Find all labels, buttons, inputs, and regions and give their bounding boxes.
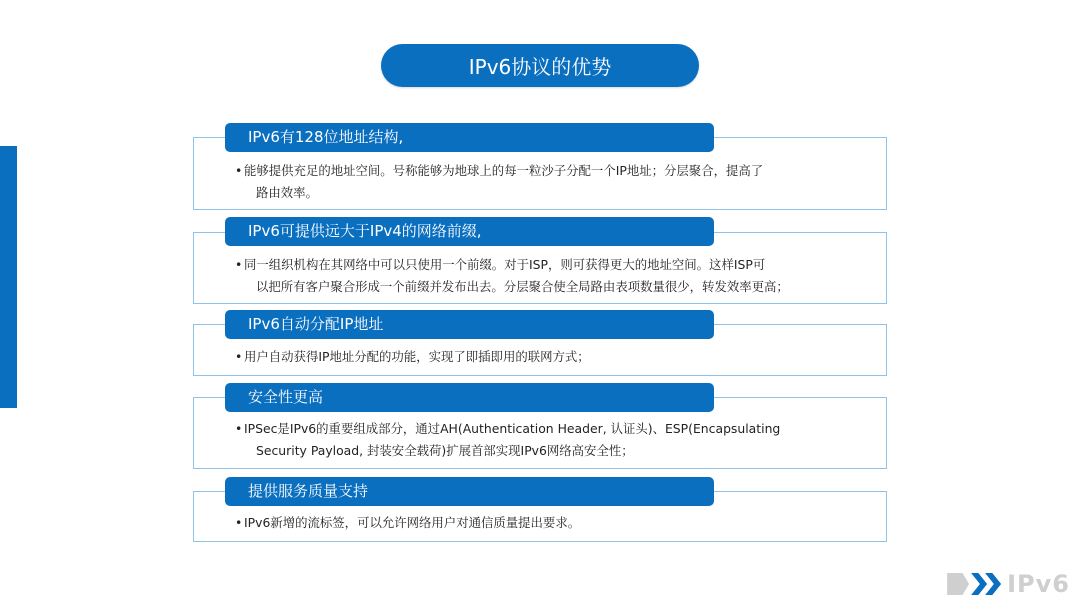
- slide-title-text: IPv6协议的优势: [468, 55, 612, 79]
- ipv6-logo: [947, 570, 1070, 598]
- card-line: 能够提供充足的地址空间。号称能够为地球上的每一粒沙子分配一个IP地址；分层聚合，提高了: [244, 163, 764, 178]
- card-line: IPSec是IPv6的重要组成部分，通过AH(Authentication Header, 认证头)、ESP(Encapsulating: [244, 421, 781, 436]
- card-heading: 安全性更高: [225, 383, 714, 412]
- card-line: 以把所有客户聚合形成一个前缀并发布出去。分层聚合使全局路由表项数量很少，转发效率更高；: [256, 279, 789, 294]
- card-body: [235, 254, 844, 298]
- card-heading: IPv6可提供远大于IPv4的网络前缀,: [225, 217, 714, 246]
- bullet: •: [235, 349, 243, 364]
- logo-block-icon: [947, 573, 969, 595]
- card-line: 用户自动获得IP地址分配的功能，实现了即插即用的联网方式；: [244, 349, 590, 364]
- card-line: 路由效率。: [256, 185, 318, 200]
- card-body: [235, 512, 844, 534]
- bullet: •: [235, 421, 243, 436]
- card-body: [235, 346, 844, 368]
- card-line: IPv6新增的流标签，可以允许网络用户对通信质量提出要求。: [244, 515, 581, 530]
- card-line: 同一组织机构在其网络中可以只使用一个前缀。对于ISP，则可获得更大的地址空间。这样ISP可: [244, 257, 766, 272]
- bullet: •: [235, 515, 243, 530]
- card-line: Security Payload, 封装安全载荷)扩展首部实现IPv6网络高安全性；: [256, 443, 634, 458]
- left-accent-bar: [0, 146, 17, 408]
- double-chevron-icon: [971, 573, 987, 595]
- bullet: •: [235, 257, 243, 272]
- bullet: •: [235, 163, 243, 178]
- double-chevron-icon: [985, 573, 1001, 595]
- card-body: [235, 418, 844, 462]
- slide-title: [381, 44, 699, 87]
- logo-text: IPv6: [1007, 570, 1070, 598]
- card-heading: IPv6自动分配IP地址: [225, 310, 714, 339]
- card-heading: IPv6有128位地址结构,: [225, 123, 714, 152]
- card-body: [235, 160, 844, 204]
- card-heading: 提供服务质量支持: [225, 477, 714, 506]
